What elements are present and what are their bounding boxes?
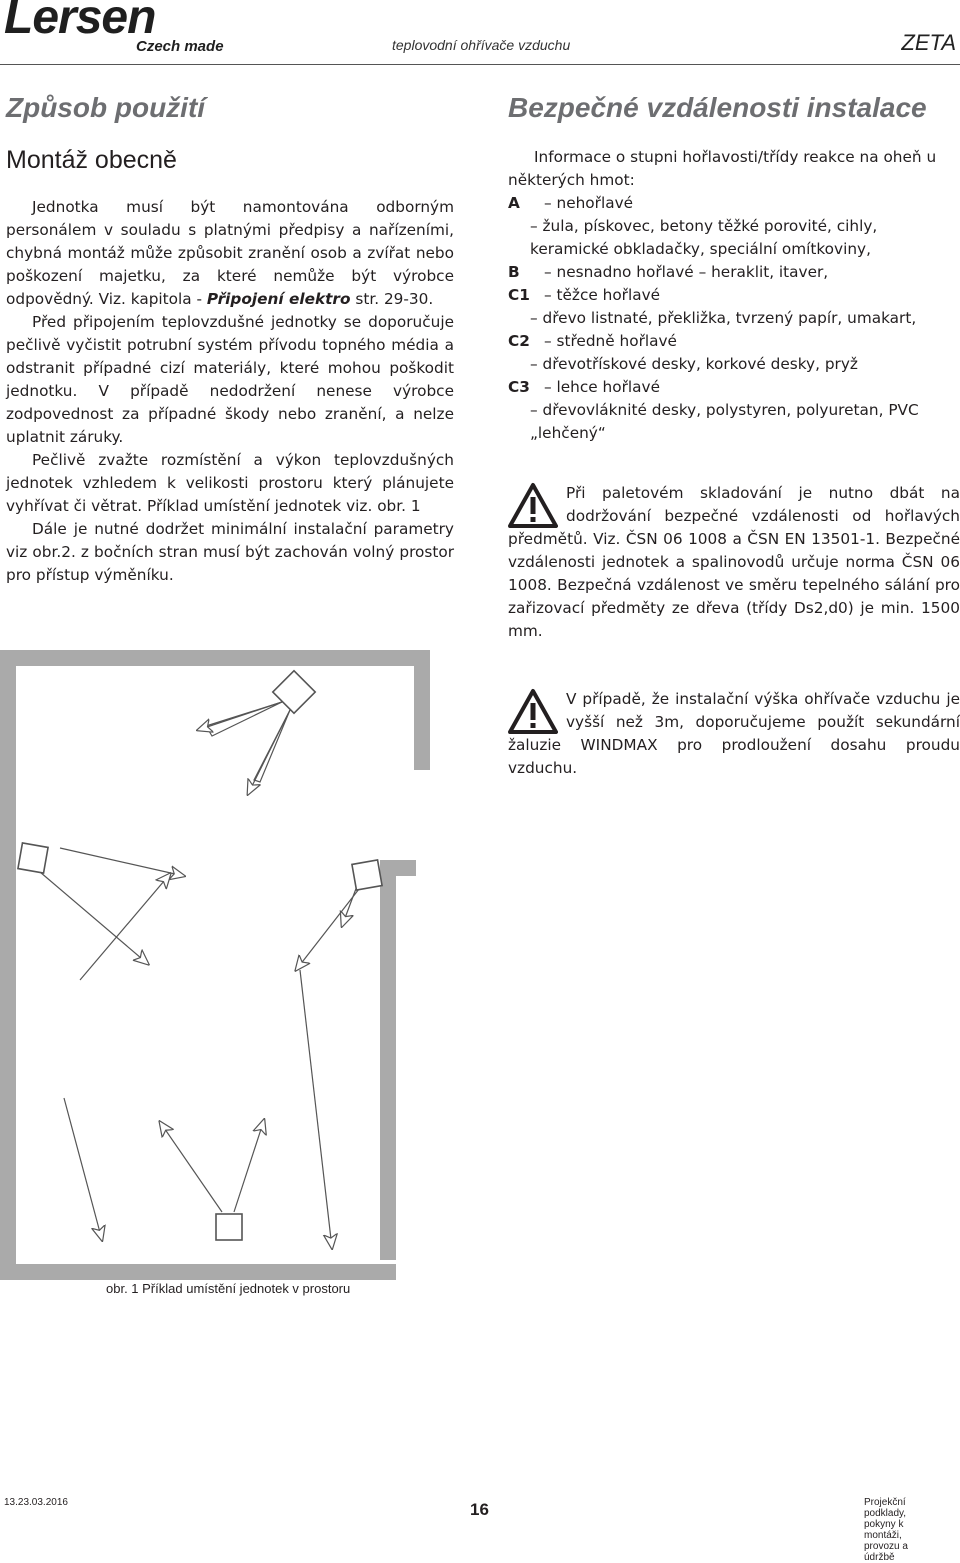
- logo-tagline: Czech made: [136, 38, 224, 55]
- room-layout-figure: [0, 640, 960, 1280]
- header-model: ZETA: [901, 30, 956, 55]
- class-row-c3: C3 – lehce hořlavé: [508, 378, 660, 396]
- footer-text: Projekční podklady, pokyny k montáži, provozu a údržbě: [864, 1497, 908, 1563]
- mounting-paragraph-3: Pečlivě zvažte rozmístění a výkon teplovzdušných jednotek vzhledem k velikosti prostoru který plánujete vyhřívat či větrat. Příklad umístění jednotek viz. obr. 1: [6, 451, 454, 515]
- class-row-b: B – nesnadno hořlavé – heraklit, itaver,: [508, 263, 829, 281]
- page-number: 16: [470, 1500, 489, 1519]
- warning-triangle-icon: [508, 482, 558, 528]
- mounting-paragraph-4: Dále je nutné dodržet minimální instalační parametry viz obr.2. z bočních stran musí být zachován volný prostor pro přístup výměníku.: [6, 520, 454, 584]
- heater-unit: [18, 843, 48, 873]
- class-row-c1: C1 – těžce hořlavé: [508, 286, 661, 304]
- flammability-class-list: [508, 192, 960, 445]
- footer-date: 13.23.03.2016: [4, 1497, 68, 1508]
- flammability-intro: Informace o stupni hořlavosti/třídy reakce na oheň u některých hmot:: [508, 148, 937, 189]
- section-title-safety-distances: Bezpečné vzdálenosti instalace: [508, 92, 927, 123]
- lersen-logo: [4, 0, 234, 60]
- class-c2-examples: – dřevotřískové desky, korkové desky, pryž: [530, 355, 858, 373]
- heater-unit: [216, 1214, 242, 1240]
- figure-caption: obr. 1 Příklad umístění jednotek v prostoru: [106, 1281, 351, 1296]
- mounting-text: [6, 196, 454, 587]
- logo-wordmark: Lersen: [4, 0, 156, 44]
- header-subtitle: teplovodní ohřívače vzduchu: [392, 37, 571, 53]
- electro-chapter-ref: Připojení elektro: [206, 290, 351, 308]
- section-title-usage: Způsob použití: [6, 92, 206, 123]
- class-c3-examples: – dřevovláknité desky, polystyren, polyuretan, PVC „lehčený“: [530, 401, 919, 442]
- class-row-a: A – nehořlavé: [508, 194, 634, 212]
- subsection-title-mounting: Montáž obecně: [6, 146, 177, 174]
- class-row-c2: C2 – středně hořlavé: [508, 332, 677, 350]
- warning-text-storage: Při paletovém skladování je nutno dbát na dodržování bezpečné vzdálenosti od hořlavých předmětů. Viz. ČSN 06 1008 a ČSN EN 13501-1. Bezpečné vzdálenosti jednotek a spalinovodů určuje norma ČSN 06 1008. Bezpečná vzdálenost ve směru tepelného sálání pro zařizovací předměty ze dřeva (třídy Ds2,d0) je min. 1500 mm.: [508, 484, 960, 640]
- heater-unit: [352, 860, 382, 890]
- warning-text-height: V případě, že instalační výška ohřívače vzduchu je vyšší než 3m, doporučujeme použít sekundární žaluzie WINDMAX pro prodloužení dosahu proudu vzduchu.: [508, 690, 960, 777]
- heater-unit: [273, 671, 315, 713]
- class-c1-examples: – dřevo listnaté, překližka, tvrzený papír, umakart,: [530, 309, 917, 327]
- mounting-paragraph-2: Před připojením teplovzdušné jednotky se doporučuje pečlivě vyčistit potrubní systém přívodu topného média a odstranit případné cizí materiály, které mohou poškodit jednotku. V případě nedodržení nenese výrobce zodpovednost za případné škody nebo zranění, a nelze uplatnit záruky.: [6, 313, 454, 446]
- flammability-info: [508, 146, 960, 445]
- class-a-examples: – žula, pískovec, betony těžké porovité, cihly, keramické obkladačky, speciální omítkoviny,: [530, 217, 878, 258]
- warning-block-storage: [508, 482, 960, 643]
- header-divider: [0, 64, 960, 65]
- mounting-paragraph-1: Jednotka musí být namontována odborným personálem v souladu s platnými předpisy a nařízeními, chybná montáž může způsobit zranění osob a zvířat nebo poškození majetku, za které nemůže být výrobce odpovědný. Viz. kapitola - Připojení elektro str. 29-30.: [6, 198, 454, 308]
